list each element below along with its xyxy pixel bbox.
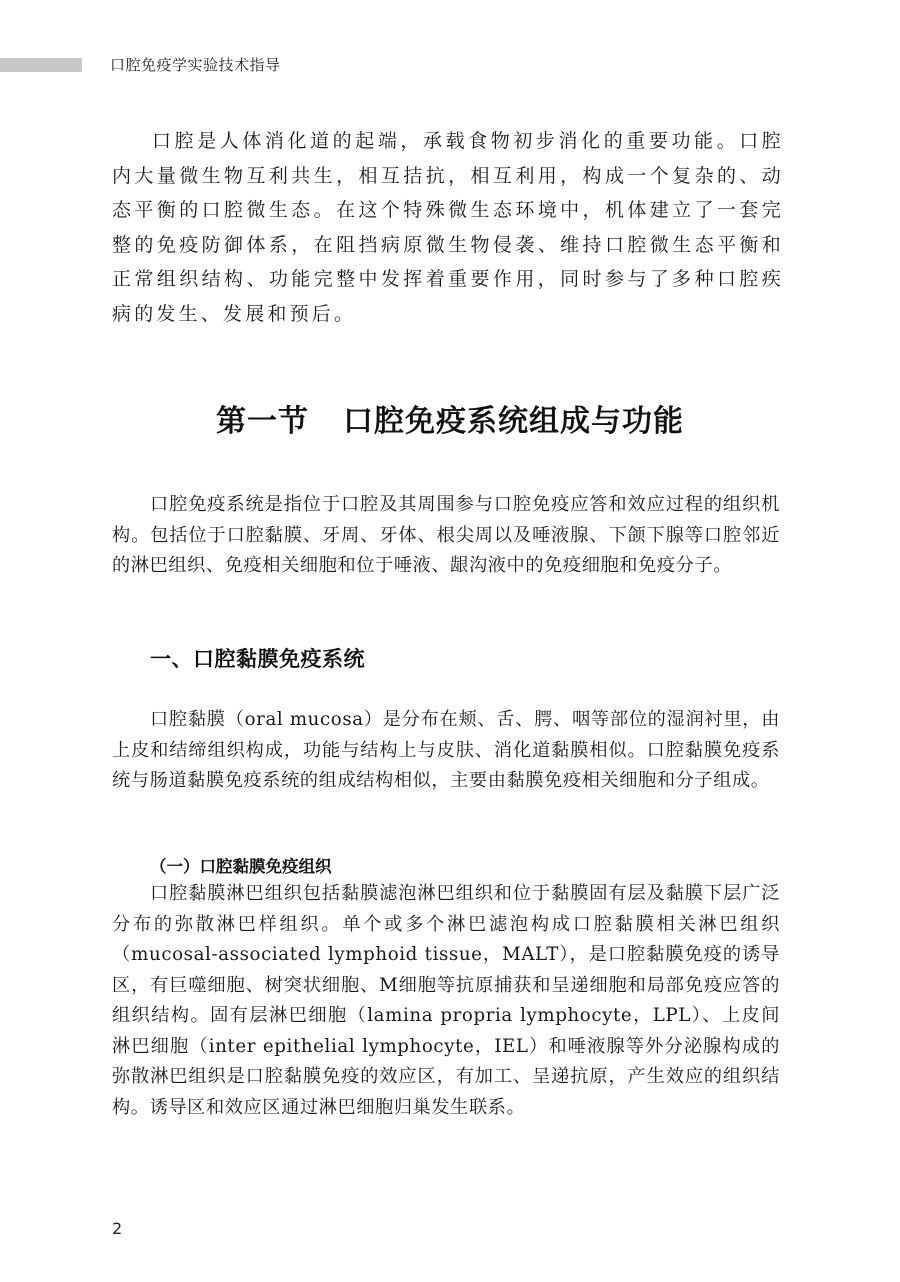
section-number: 第一节 [216,404,309,439]
section-title [0,396,900,440]
running-header-title: 口腔免疫学实验技术指导 [110,56,281,74]
header-decor-bar [0,58,82,72]
paragraph-oral-immune-system: 口腔免疫系统是指位于口腔及其周围参与口腔免疫应答和效应过程的组织机构。包括位于口腔黏膜、牙周、牙体、根尖周以及唾液腺、下颌下腺等口腔邻近的淋巴组织、免疫相关细胞和位于唾液、龈沟液中的免疫细胞和免疫分子。 [112,494,780,576]
minor-heading: （一）口腔黏膜免疫组织 [150,857,332,876]
intro-paragraph: 口腔是人体消化道的起端，承载食物初步消化的重要功能。口腔内大量微生物互利共生，相互拮抗，相互利用，构成一个复杂的、动态平衡的口腔微生态。在这个特殊微生态环境中，机体建立了一套完整的免疫防御体系，在阻挡病原微生物侵袭、维持口腔微生态平衡和正常组织结构、功能完整中发挥着重要作用，同时参与了多种口腔疾病的发生、发展和预后。 [112,130,784,325]
paragraph-oral-mucosa: 口腔黏膜（oral mucosa）是分布在颊、舌、腭、咽等部位的湿润衬里，由上皮和结缔组织构成，功能与结构上与皮肤、消化道黏膜相似。口腔黏膜免疫系统与肠道黏膜免疫系统的组成结构相似，主要由黏膜免疫相关细胞和分子组成。 [112,709,780,791]
section-title-text: 口腔免疫系统组成与功能 [343,404,684,439]
paragraph-mucosal-lymphoid-tissue: 口腔黏膜淋巴组织包括黏膜滤泡淋巴组织和位于黏膜固有层及黏膜下层广泛分布的弥散淋巴样组织。单个或多个淋巴滤泡构成口腔黏膜相关淋巴组织（mucosal-associated lymphoid tissue，MALT），是口腔黏膜免疫的诱导区，有巨噬细胞、树突状细胞、M细胞等抗原捕获和呈递细胞和局部免疫应答的组织结构。固有层淋巴细胞（lamina propria lymphocyte，LPL）、上皮间淋巴细胞（inter epithelial lymphocyte，IEL）和唾液腺等外分泌腺构成的弥散淋巴组织是口腔黏膜免疫的效应区，有加工、呈递抗原，产生效应的组织结构。诱导区和效应区通过淋巴细胞归巢发生联系。 [112,883,780,1118]
page-number: 2 [112,1219,123,1238]
subsection-heading: 一、口腔黏膜免疫系统 [150,647,365,671]
